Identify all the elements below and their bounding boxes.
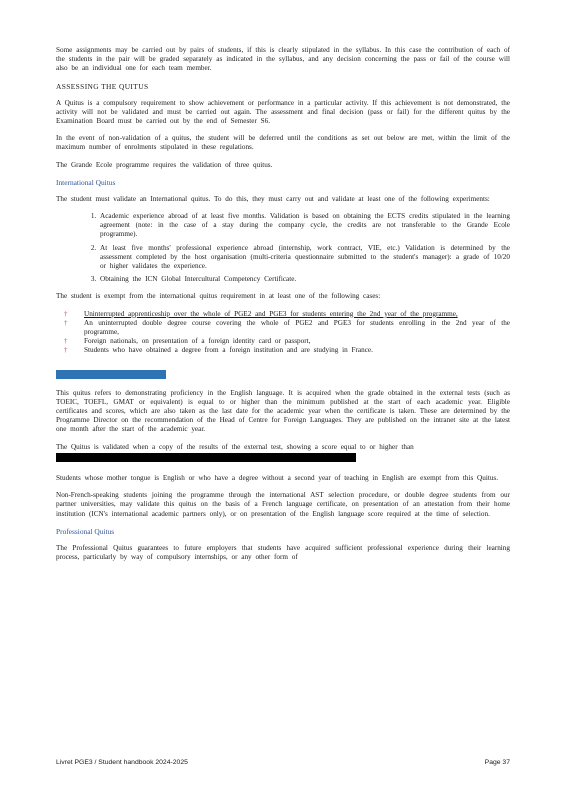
international-experiments-list bbox=[56, 212, 510, 284]
list-item-text: Uninterrupted apprenticeship over the whole of PGE2 and PGE3 for students entering the 2nd year of the programme, bbox=[84, 309, 458, 318]
quitus-paragraph-1: A Quitus is a compulsory requirement to show achievement or performance in a particular activity. If this achievement is not demonstrated, the activity will not be validated and must be carried out again. The assessment and final decision (pass or fail) for the different quitus by the Examination Board must be carried out by the end of Semester S6. bbox=[56, 98, 510, 126]
professional-paragraph: The Professional Quitus guarantees to future employers that students have acquired sufficient professional experience during their learning process, particularly by way of compulsory internships, or any other form of bbox=[56, 543, 510, 561]
list-item-text: Students who have obtained a degree from a foreign institution and are studying in France. bbox=[84, 346, 373, 355]
redacted-heading-bar bbox=[56, 370, 166, 379]
list-item bbox=[64, 346, 510, 355]
footer-handbook-title: Livret PGE3 / Student handbook 2024-2025 bbox=[56, 759, 188, 766]
bullet-icon: † bbox=[64, 346, 68, 355]
english-paragraph-4: Non-French-speaking students joining the programme through the international AST selection procedure, or double degree students from our partner universities, may validate this quitus on the basis of a French language certificate, on presentation of an attestation from their home institution (ICN's international academic partners only), or on presentation of the English language score required at the time of selection. bbox=[56, 491, 510, 518]
list-item bbox=[64, 337, 510, 346]
english-paragraph-1: This quitus refers to demonstrating proficiency in the English language. It is acquired when the grade obtained in the external tests (such as TOEIC, TOEFL, GMAT or equivalent) is equal to or higher than the minimum published at the start of each academic year. Eligible certificates and scores, which are also taken as the last date for the academic year when the certificate is taken. These are determined by the Programme Director on the recommendation of the Head of Centre for Foreign Languages. They are published on the intranet site at the latest one month after the start of the academic year. bbox=[56, 388, 510, 434]
footer-page-number: Page 37 bbox=[484, 759, 510, 766]
list-item-text: Foreign nationals, on presentation of a foreign identity card or passport, bbox=[84, 337, 311, 346]
international-intro: The student must validate an International quitus. To do this, they must carry out and validate at least one of the following experiments: bbox=[56, 194, 490, 203]
list-item: 3. Obtaining the ICN Global Intercultural Competency Certificate. bbox=[100, 275, 510, 284]
heading-international-quitus: International Quitus bbox=[56, 177, 116, 187]
exemption-list bbox=[56, 310, 510, 356]
heading-assessing-quitus: ASSESSING THE QUITUS bbox=[56, 81, 149, 91]
list-item: 2. At least five months' professional experience abroad (internship, work contract, VIE, etc.) Validation is determined by the assessment completed by the host organisation (multi-criteria questionnaire submitted to the student's manager): a grade of 10/20 or higher validates the experience. bbox=[100, 244, 510, 272]
page-footer bbox=[56, 759, 510, 766]
redacted-text-bar bbox=[56, 453, 356, 462]
bullet-icon: † bbox=[64, 337, 68, 346]
bullet-icon: † bbox=[64, 318, 68, 327]
list-item: 1. Academic experience abroad of at least five months. Validation is based on obtaining the ECTS credits stipulated in the learning agreement (note: in the case of a stay during the company cycle, the credits are not transferable to the Grande Ecole programme). bbox=[100, 212, 510, 240]
quitus-paragraph-3: The Grande Ecole programme requires the validation of three quitus. bbox=[56, 160, 273, 169]
list-item bbox=[64, 310, 510, 319]
english-paragraph-3: Students whose mother tongue is English or who have a degree without a second year of teaching in English are exempt from this Quitus. bbox=[56, 473, 499, 482]
list-item-text: An uninterrupted double degree course covering the whole of PGE2 and PGE3 for students enrolling in the 2nd year of the programme, bbox=[84, 318, 510, 337]
english-paragraph-2: The Quitus is validated when a copy of the results of the external test, showing a score equal to or higher than bbox=[56, 442, 414, 451]
list-item bbox=[64, 319, 510, 337]
exemption-intro: The student is exempt from the international quitus requirement in at least one of the following cases: bbox=[56, 292, 381, 301]
bullet-icon: † bbox=[64, 309, 68, 318]
heading-professional-quitus: Professional Quitus bbox=[56, 526, 115, 536]
intro-paragraph: Some assignments may be carried out by pairs of students, if this is clearly stipulated in the syllabus. In this case the contribution of each of the students in the pair will be graded separately as indicated in the syllabus, and any decision concerning the pass or fail of the course will also be an individual one for each team member. bbox=[56, 46, 510, 73]
quitus-paragraph-2: In the event of non-validation of a quitus, the student will be deferred until the conditions as set out below are met, within the limit of the maximum number of enrolments stipulated in these regulations. bbox=[56, 134, 510, 152]
page-content bbox=[56, 46, 510, 562]
